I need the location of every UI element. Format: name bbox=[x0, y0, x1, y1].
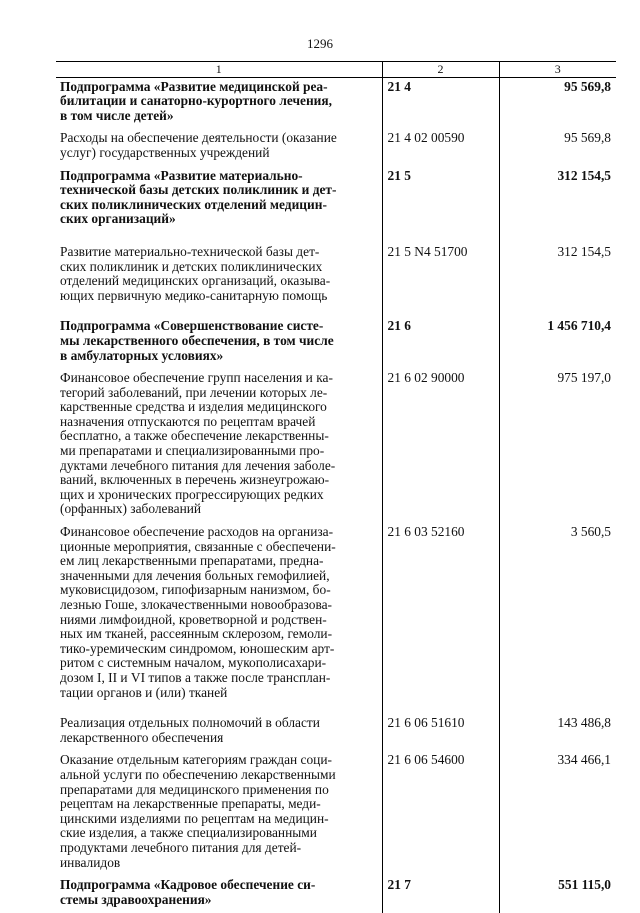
table-row bbox=[56, 317, 616, 369]
page-number: 1296 bbox=[307, 36, 333, 51]
header-col-1: 1 bbox=[56, 62, 382, 78]
description-line: дуктами лечебного питания для лечения заболе- bbox=[60, 457, 336, 473]
subprogram-title bbox=[56, 876, 382, 913]
description-line: цинскими изделиями по рецептам на медицин- bbox=[60, 810, 329, 826]
description-line: Финансовое обеспечение расходов на организа- bbox=[60, 524, 334, 540]
budget-code: 21 4 02 00590 bbox=[382, 129, 499, 166]
table-header bbox=[56, 62, 616, 78]
amount: 1 456 710,4 bbox=[499, 317, 616, 369]
description-line: значенными для лечения больных гемофилией, bbox=[60, 567, 330, 583]
description-line: муковисцидозом, гипофизарным нанизмом, бо- bbox=[60, 582, 331, 598]
table-row bbox=[56, 751, 616, 876]
table-row bbox=[56, 243, 616, 317]
description-line: ных им тканей, рассеянным склерозом, гемоли- bbox=[60, 626, 333, 642]
description-line: ских поликлинических отделений медицин- bbox=[60, 196, 327, 212]
description-line: Развитие материально-технической базы дет- bbox=[60, 243, 320, 259]
description-line: ские изделия, а также специализированными bbox=[60, 825, 317, 841]
description-line: тико-уремическим синдромом, юношеским арт- bbox=[60, 640, 335, 656]
description-line: мы лекарственного обеспечения, в том числе bbox=[60, 332, 334, 348]
description-line: (орфанных) заболеваний bbox=[60, 501, 202, 517]
description-line: технической базы детских поликлиник и дет- bbox=[60, 182, 337, 198]
table-row bbox=[56, 167, 616, 243]
description-line: инвалидов bbox=[60, 854, 121, 870]
description-line: лезнью Гоше, злокачественными новообразова- bbox=[60, 597, 332, 612]
budget-code: 21 5 bbox=[382, 167, 499, 243]
description-line: билитации и санаторно-курортного лечения, bbox=[60, 93, 332, 109]
description-line: услуг) государственных учреждений bbox=[60, 144, 270, 160]
description-line: дозом I, II и VI типов а также после трансплан- bbox=[60, 669, 331, 685]
description-line: ваний, включенных в перечень жизнеугрожаю- bbox=[60, 472, 330, 488]
description-line: альной услуги по обеспечению лекарственными bbox=[60, 766, 336, 782]
description-line: Реализация отдельных полномочий в области bbox=[60, 715, 320, 731]
description-line: ционные мероприятия, связанные с обеспечени- bbox=[60, 538, 336, 554]
expense-description bbox=[56, 243, 382, 317]
description-line: стемы здравоохранения» bbox=[60, 891, 212, 907]
description-line: Подпрограмма «Развитие медицинской реа- bbox=[60, 78, 328, 94]
description-line: тации органов и (или) тканей bbox=[60, 684, 228, 700]
subprogram-title bbox=[56, 167, 382, 243]
budget-code: 21 7 bbox=[382, 876, 499, 913]
description-line: Подпрограмма «Кадровое обеспечение си- bbox=[60, 877, 316, 893]
budget-code: 21 6 03 52160 bbox=[382, 523, 499, 714]
description-line: ских организаций» bbox=[60, 211, 176, 227]
table-row bbox=[56, 129, 616, 166]
description-line: отделений медицинских организаций, оказыва- bbox=[60, 273, 331, 289]
description-line: рецептам на лекарственные препараты, меди- bbox=[60, 796, 321, 812]
table-row bbox=[56, 77, 616, 129]
description-line: назначения отпускаются по рецептам врачей bbox=[60, 413, 316, 429]
description-line: бесплатно, а также обеспечение лекарственны- bbox=[60, 428, 329, 444]
description-line: ми препаратами и специализированными про- bbox=[60, 443, 325, 459]
header-col-2: 2 bbox=[382, 62, 499, 78]
description-line: в том числе детей» bbox=[60, 107, 174, 123]
description-line: лекарственного обеспечения bbox=[60, 729, 224, 745]
budget-code: 21 6 06 54600 bbox=[382, 751, 499, 876]
amount: 143 486,8 bbox=[499, 714, 616, 751]
budget-code: 21 6 06 51610 bbox=[382, 714, 499, 751]
description-line: ем лиц лекарственными препаратами, предна- bbox=[60, 553, 324, 569]
description-line: Подпрограмма «Развитие материально- bbox=[60, 167, 303, 183]
budget-table bbox=[56, 61, 616, 913]
amount: 3 560,5 bbox=[499, 523, 616, 714]
description-line: щих и хронических прогрессирующих редких bbox=[60, 486, 324, 502]
expense-description bbox=[56, 714, 382, 751]
description-line: в амбулаторных условиях» bbox=[60, 347, 224, 363]
table-row bbox=[56, 714, 616, 751]
budget-code: 21 4 bbox=[382, 77, 499, 129]
description-line: ющих первичную медико-санитарную помощь bbox=[60, 287, 328, 303]
table-row bbox=[56, 523, 616, 714]
amount: 95 569,8 bbox=[499, 77, 616, 129]
expense-description bbox=[56, 751, 382, 876]
description-line: Оказание отдельным категориям граждан соци- bbox=[60, 752, 332, 768]
description-line: тегорий заболеваний, при лечении которых ле- bbox=[60, 384, 328, 400]
description-line: ритом с системным началом, мукополисахари- bbox=[60, 655, 327, 671]
header-col-3: 3 bbox=[499, 62, 616, 78]
budget-code: 21 5 N4 51700 bbox=[382, 243, 499, 317]
description-line: Финансовое обеспечение групп населения и ка- bbox=[60, 370, 333, 386]
expense-description bbox=[56, 129, 382, 166]
table-row bbox=[56, 369, 616, 523]
description-line: препаратами для медицинского применения по bbox=[60, 781, 329, 797]
description-line: ских поликлиник и детских поликлинических bbox=[60, 258, 323, 274]
amount: 551 115,0 bbox=[499, 876, 616, 913]
description-line: Расходы на обеспечение деятельности (оказание bbox=[60, 130, 337, 146]
expense-description bbox=[56, 369, 382, 523]
amount: 334 466,1 bbox=[499, 751, 616, 876]
expense-description bbox=[56, 523, 382, 714]
subprogram-title bbox=[56, 317, 382, 369]
table-body bbox=[56, 77, 616, 913]
budget-code: 21 6 02 90000 bbox=[382, 369, 499, 523]
amount: 95 569,8 bbox=[499, 129, 616, 166]
budget-code: 21 6 bbox=[382, 317, 499, 369]
description-line: карственные средства и изделия медицинского bbox=[60, 399, 327, 415]
description-line: Подпрограмма «Совершенствование систе- bbox=[60, 318, 324, 334]
subprogram-title bbox=[56, 77, 382, 129]
description-line: ниями лимфоидной, кроветворной и родствен- bbox=[60, 611, 327, 627]
amount: 312 154,5 bbox=[499, 243, 616, 317]
amount: 975 197,0 bbox=[499, 369, 616, 523]
table-row bbox=[56, 876, 616, 913]
amount: 312 154,5 bbox=[499, 167, 616, 243]
description-line: продуктами лечебного питания для детей- bbox=[60, 839, 302, 855]
